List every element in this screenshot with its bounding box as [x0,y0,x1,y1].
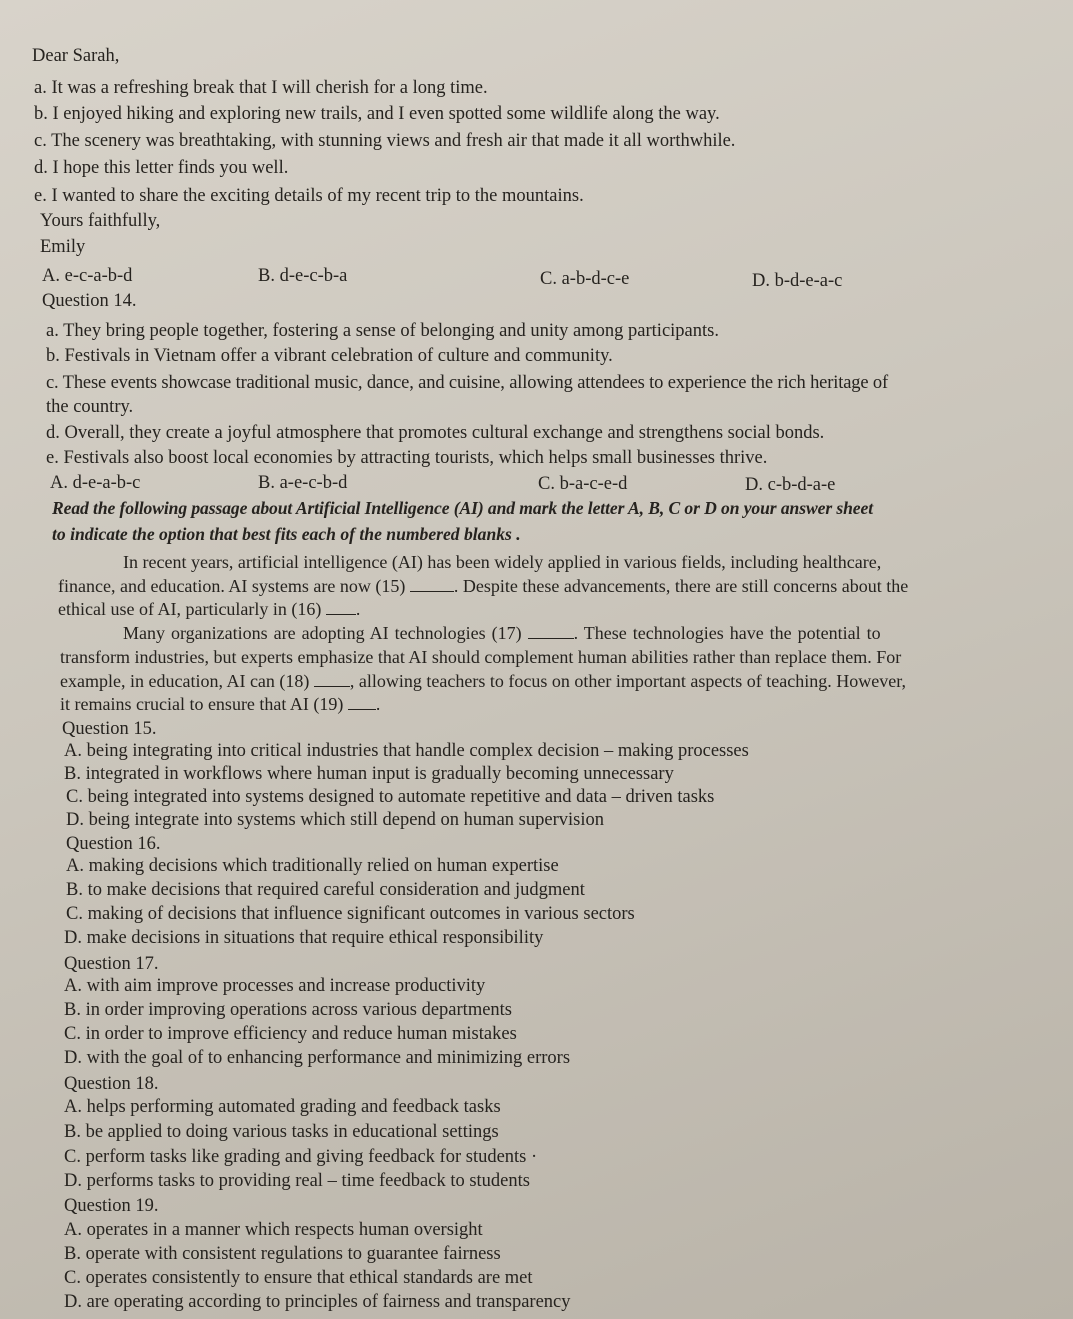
q17-option-d[interactable]: D. with the goal of to enhancing performance and minimizing errors [64,1048,571,1068]
passage-p1-line-3 [58,598,360,620]
q14-option-a[interactable]: A. d-e-a-b-c [50,473,141,493]
passage-text: . These technologies have the potential to [573,623,881,643]
passage-p1-line-1: In recent years, artificial intelligence (AI) has been widely applied in various fields, including healthcare, [123,552,882,572]
passage-text: . [355,599,361,619]
passage-text: . Despite these advancements, there are still concerns about the [453,576,909,596]
letter-item-c: c. The scenery was breathtaking, with stunning views and fresh air that made it all worthwhile. [34,131,736,151]
q14-item-a: a. They bring people together, fostering a sense of belonging and unity among participants. [46,321,719,341]
q14-option-d[interactable]: D. c-b-d-a-e [745,475,836,495]
letter-option-c[interactable]: C. a-b-d-c-e [540,269,630,289]
letter-item-a: a. It was a refreshing break that I will cherish for a long time. [34,78,488,98]
q15-option-a[interactable]: A. being integrating into critical industries that handle complex decision – making processes [64,741,749,761]
letter-signature: Emily [40,237,86,257]
q19-option-b[interactable]: B. operate with consistent regulations to guarantee fairness [64,1244,501,1264]
q16-label: Question 16. [66,834,161,854]
q19-label: Question 19. [64,1196,159,1216]
q16-option-b[interactable]: B. to make decisions that required careful consideration and judgment [66,880,585,900]
passage-p2-line-4 [60,693,380,715]
q14-item-d: d. Overall, they create a joyful atmosphere that promotes cultural exchange and strengthens social bonds. [46,423,825,443]
passage-text: ethical use of AI, particularly in (16) [58,599,322,619]
q14-item-e: e. Festivals also boost local economies by attracting tourists, which helps small businesses thrive. [46,448,768,468]
passage-text: , allowing teachers to focus on other important aspects of teaching. However, [349,671,907,691]
instruction-line-2: to indicate the option that best fits each of the numbered blanks . [52,524,521,544]
q15-option-d[interactable]: D. being integrate into systems which still depend on human supervision [66,810,604,830]
blank-15 [410,590,454,592]
letter-item-d: d. I hope this letter finds you well. [34,158,289,178]
q14-item-c: c. These events showcase traditional music, dance, and cuisine, allowing attendees to experience the rich heritage of [46,373,889,393]
letter-option-d[interactable]: D. b-d-e-a-c [752,271,843,291]
q15-option-b[interactable]: B. integrated in workflows where human input is gradually becoming unnecessary [64,764,674,784]
blank-19 [348,708,376,710]
q18-label: Question 18. [64,1074,159,1094]
q17-option-b[interactable]: B. in order improving operations across various departments [64,1000,513,1020]
passage-p2-line-1 [123,622,881,644]
letter-item-e: e. I wanted to share the exciting details of my recent trip to the mountains. [34,186,584,206]
q18-option-c[interactable]: C. perform tasks like grading and giving feedback for students · [64,1147,538,1167]
q19-option-d[interactable]: D. are operating according to principles of fairness and transparency [64,1292,571,1312]
q15-option-c[interactable]: C. being integrated into systems designed to automate repetitive and data – driven tasks [66,787,715,807]
passage-p1-line-2 [58,575,908,597]
passage-text: finance, and education. AI systems are now (15) [58,576,406,596]
q14-item-c-cont: the country. [46,397,134,417]
passage-text: example, in education, AI can (18) [60,671,310,691]
q16-option-a[interactable]: A. making decisions which traditionally relied on human expertise [66,856,559,876]
blank-18 [314,685,350,687]
q14-label: Question 14. [42,291,137,311]
q16-option-c[interactable]: C. making of decisions that influence significant outcomes in various sectors [66,904,635,924]
q14-option-c[interactable]: C. b-a-c-e-d [538,474,628,494]
instruction-line-1: Read the following passage about Artificial Intelligence (AI) and mark the letter A, B, C or D on your answer sheet [52,498,873,518]
passage-text: . [375,694,381,714]
q17-label: Question 17. [64,954,159,974]
passage-text: it remains crucial to ensure that AI (19) [60,694,344,714]
blank-17 [528,637,574,639]
q17-option-a[interactable]: A. with aim improve processes and increase productivity [64,976,486,996]
passage-p2-line-2: transform industries, but experts emphasize that AI should complement human abilities rather than replace them. For [60,647,902,667]
q17-option-c[interactable]: C. in order to improve efficiency and reduce human mistakes [64,1024,517,1044]
q18-option-a[interactable]: A. helps performing automated grading and feedback tasks [64,1097,501,1117]
blank-16 [326,613,356,615]
q16-option-d[interactable]: D. make decisions in situations that require ethical responsibility [64,928,544,948]
q15-label: Question 15. [62,719,157,739]
q19-option-a[interactable]: A. operates in a manner which respects human oversight [64,1220,483,1240]
q14-item-b: b. Festivals in Vietnam offer a vibrant celebration of culture and community. [46,346,613,366]
passage-p2-line-3 [60,670,906,692]
q18-option-d[interactable]: D. performs tasks to providing real – time feedback to students [64,1171,530,1191]
q18-option-b[interactable]: B. be applied to doing various tasks in educational settings [64,1122,499,1142]
q19-option-c[interactable]: C. operates consistently to ensure that ethical standards are met [64,1268,533,1288]
letter-salutation: Dear Sarah, [32,46,120,66]
letter-option-a[interactable]: A. e-c-a-b-d [42,266,133,286]
letter-item-b: b. I enjoyed hiking and exploring new trails, and I even spotted some wildlife along the way. [34,104,720,124]
passage-text: Many organizations are adopting AI technologies (17) [123,623,522,643]
q14-option-b[interactable]: B. a-e-c-b-d [258,473,348,493]
letter-closing: Yours faithfully, [40,211,161,231]
letter-option-b[interactable]: B. d-e-c-b-a [258,266,348,286]
